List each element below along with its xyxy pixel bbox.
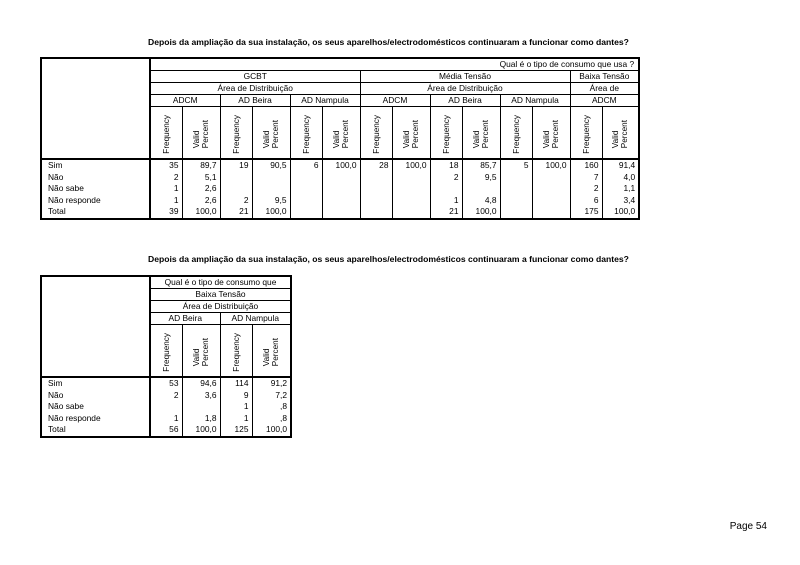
value-cell [532, 206, 570, 219]
valid-percent-header: Valid Percent [392, 107, 430, 160]
value-cell: 53 [150, 377, 182, 390]
table-row [41, 413, 291, 425]
area-header-ad-beira: AD Beira [150, 313, 220, 325]
value-cell: 1 [150, 183, 182, 195]
value-cell [500, 206, 532, 219]
value-cell: 4,0 [602, 172, 639, 184]
value-cell: 4,8 [462, 195, 500, 207]
value-cell [290, 206, 322, 219]
stub-header-cell [41, 58, 150, 159]
area-header-adcm: ADCM [570, 95, 639, 107]
value-cell [500, 195, 532, 207]
value-cell: 1 [220, 401, 252, 413]
valid-percent-header: Valid Percent [252, 325, 291, 378]
area-header-adcm: ADCM [150, 95, 220, 107]
area-header-ad-nampula: AD Nampula [500, 95, 570, 107]
table-row [41, 401, 291, 413]
value-cell: 100,0 [322, 159, 360, 172]
value-cell: 1 [150, 413, 182, 425]
value-cell: 2 [220, 195, 252, 207]
area-subheader: Área de Distribuição [360, 83, 570, 95]
value-cell: ,8 [252, 401, 291, 413]
valid-percent-header: Valid Percent [182, 107, 220, 160]
value-cell: 100,0 [392, 159, 430, 172]
value-cell [252, 183, 290, 195]
value-cell: 2 [430, 172, 462, 184]
frequency-header: Frequency [430, 107, 462, 160]
table-row-total [41, 206, 639, 219]
value-cell: 1,1 [602, 183, 639, 195]
value-cell: 35 [150, 159, 182, 172]
value-cell: 160 [570, 159, 602, 172]
value-cell [500, 183, 532, 195]
value-cell: 100,0 [252, 424, 291, 437]
value-cell: 5,1 [182, 172, 220, 184]
value-cell [252, 172, 290, 184]
row-label: Sim [41, 377, 150, 390]
value-cell: 100,0 [182, 206, 220, 219]
row-label: Não [41, 172, 150, 184]
value-cell: 2 [570, 183, 602, 195]
value-cell: 2,6 [182, 195, 220, 207]
value-cell: ,8 [252, 413, 291, 425]
area-header-ad-nampula: AD Nampula [290, 95, 360, 107]
row-label: Total [41, 424, 150, 437]
value-cell [322, 183, 360, 195]
value-cell: 2,6 [182, 183, 220, 195]
group-header-media-tensao: Média Tensão [360, 71, 570, 83]
value-cell: 56 [150, 424, 182, 437]
group-header-gcbt: GCBT [150, 71, 360, 83]
stub-header-cell [41, 276, 150, 377]
value-cell: 2 [150, 390, 182, 402]
table-row [41, 390, 291, 402]
value-cell: 1 [220, 413, 252, 425]
question-header: Qual é o tipo de consumo que [150, 276, 291, 289]
value-cell: 7,2 [252, 390, 291, 402]
table-row-total [41, 424, 291, 437]
valid-percent-header: Valid Percent [532, 107, 570, 160]
row-label: Sim [41, 159, 150, 172]
value-cell [290, 183, 322, 195]
value-cell [392, 206, 430, 219]
value-cell [360, 172, 392, 184]
table-2-body [41, 377, 291, 437]
value-cell [290, 172, 322, 184]
value-cell: 85,7 [462, 159, 500, 172]
value-cell [500, 172, 532, 184]
table-1-body [41, 159, 639, 219]
value-cell: 100,0 [252, 206, 290, 219]
frequency-header: Frequency [360, 107, 392, 160]
value-cell: 9,5 [252, 195, 290, 207]
value-cell: 100,0 [532, 159, 570, 172]
value-cell [360, 206, 392, 219]
value-cell [392, 183, 430, 195]
value-cell: 100,0 [462, 206, 500, 219]
table-2-title: Depois da ampliação da sua instalação, os seus aparelhos/electrodomésticos continuaram a funcionar como dantes? [148, 254, 629, 264]
value-cell [532, 183, 570, 195]
value-cell: 3,6 [182, 390, 220, 402]
page-number: Page 54 [729, 521, 767, 532]
value-cell: 39 [150, 206, 182, 219]
question-header: Qual é o tipo de consumo que usa ? [150, 58, 639, 71]
area-header-ad-nampula: AD Nampula [220, 313, 291, 325]
area-header-ad-beira: AD Beira [220, 95, 290, 107]
frequency-header: Frequency [290, 107, 322, 160]
table-row [41, 195, 639, 207]
crosstab-table-1 [40, 57, 640, 220]
valid-percent-header: Valid Percent [252, 107, 290, 160]
frequency-header: Frequency [570, 107, 602, 160]
value-cell [462, 183, 500, 195]
value-cell: 9 [220, 390, 252, 402]
table-row [41, 377, 291, 390]
table-1-title: Depois da ampliação da sua instalação, os seus aparelhos/electrodomésticos continuaram a funcionar como dantes? [148, 37, 629, 47]
value-cell [392, 195, 430, 207]
value-cell: 100,0 [182, 424, 220, 437]
area-subheader: Área de Distribuição [150, 83, 360, 95]
row-label: Não [41, 390, 150, 402]
value-cell: 9,5 [462, 172, 500, 184]
value-cell: 28 [360, 159, 392, 172]
row-label: Não sabe [41, 183, 150, 195]
value-cell [532, 195, 570, 207]
table-row [41, 159, 639, 172]
value-cell [220, 183, 252, 195]
value-cell [322, 195, 360, 207]
value-cell: 1,8 [182, 413, 220, 425]
area-subheader: Área de Distribuição [150, 301, 291, 313]
valid-percent-header: Valid Percent [322, 107, 360, 160]
frequency-header: Frequency [220, 107, 252, 160]
row-label: Não sabe [41, 401, 150, 413]
value-cell: 175 [570, 206, 602, 219]
value-cell: 125 [220, 424, 252, 437]
value-cell: 1 [430, 195, 462, 207]
group-header-baixa-tensao: Baixa Tensão [570, 71, 639, 83]
area-subheader: Área de [570, 83, 639, 95]
value-cell [150, 401, 182, 413]
value-cell: 5 [500, 159, 532, 172]
frequency-header: Frequency [150, 107, 182, 160]
row-label: Total [41, 206, 150, 219]
crosstab-table-2 [40, 275, 292, 438]
value-cell [290, 195, 322, 207]
value-cell: 21 [220, 206, 252, 219]
value-cell: 2 [150, 172, 182, 184]
value-cell: 18 [430, 159, 462, 172]
row-label: Não responde [41, 195, 150, 207]
frequency-header: Frequency [150, 325, 182, 378]
value-cell: 91,2 [252, 377, 291, 390]
value-cell: 94,6 [182, 377, 220, 390]
area-header-adcm: ADCM [360, 95, 430, 107]
frequency-header: Frequency [220, 325, 252, 378]
value-cell: 6 [290, 159, 322, 172]
table-row [41, 172, 639, 184]
frequency-header: Frequency [500, 107, 532, 160]
group-header-baixa-tensao: Baixa Tensão [150, 289, 291, 301]
value-cell: 7 [570, 172, 602, 184]
area-header-ad-beira: AD Beira [430, 95, 500, 107]
value-cell: 91,4 [602, 159, 639, 172]
row-label: Não responde [41, 413, 150, 425]
value-cell [360, 195, 392, 207]
value-cell [360, 183, 392, 195]
value-cell: 19 [220, 159, 252, 172]
value-cell: 100,0 [602, 206, 639, 219]
value-cell [220, 172, 252, 184]
value-cell: 3,4 [602, 195, 639, 207]
valid-percent-header: Valid Percent [462, 107, 500, 160]
value-cell: 1 [150, 195, 182, 207]
table-row [41, 183, 639, 195]
value-cell: 6 [570, 195, 602, 207]
value-cell [532, 172, 570, 184]
value-cell [430, 183, 462, 195]
value-cell [322, 172, 360, 184]
valid-percent-header: Valid Percent [182, 325, 220, 378]
valid-percent-header: Valid Percent [602, 107, 639, 160]
value-cell [392, 172, 430, 184]
value-cell: 89,7 [182, 159, 220, 172]
value-cell: 114 [220, 377, 252, 390]
value-cell: 90,5 [252, 159, 290, 172]
value-cell: 21 [430, 206, 462, 219]
value-cell [182, 401, 220, 413]
value-cell [322, 206, 360, 219]
